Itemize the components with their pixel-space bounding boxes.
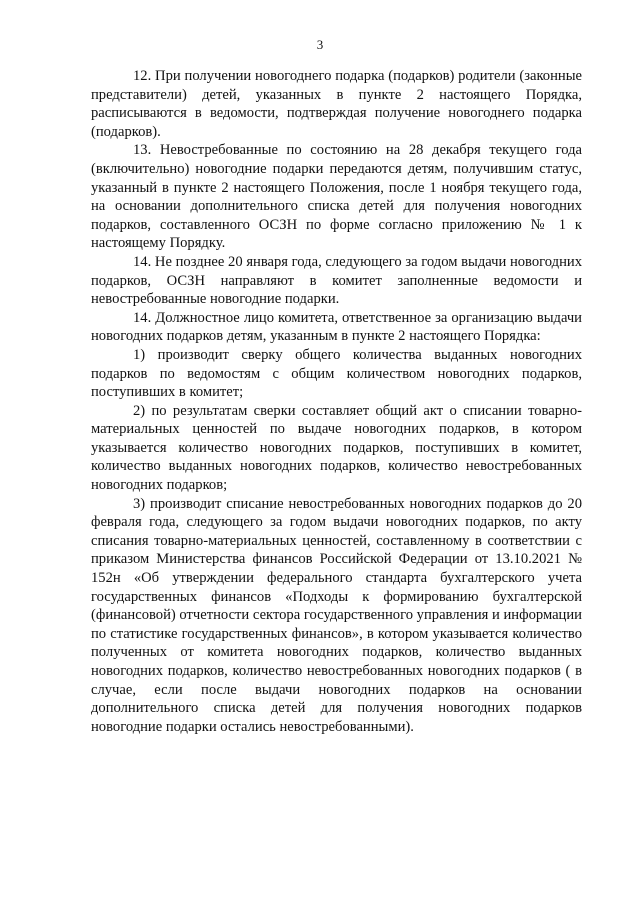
- list-item-2: 2) по результатам сверки составляет общий акт о списании товарно-материальных ценностей по выдаче новогодних подарков, в котором указывается количество новогодних подарков, поступивших в комитет, количество выданных новогодних подарков, количество невостребованных новогодних подарков;: [91, 402, 582, 494]
- paragraph-12: 12. При получении новогоднего подарка (подарков) родители (законные представители) детей, указанных в пункте 2 настоящего Порядка, расписываются в ведомости, подтверждая получение новогоднего подарка (подарков).: [91, 68, 582, 140]
- paragraph-14-deadline: 14. Не позднее 20 января года, следующего за годом выдачи новогодних подарков, ОСЗН направляют в комитет заполненные ведомости и невостребованные новогодние подарки.: [91, 253, 582, 308]
- paragraph-13: 13. Невостребованные по состоянию на 28 декабря текущего года (включительно) новогодние подарки передаются детям, получившим статус, указанный в пункте 2 настоящего Положения, после 1 ноября текущего года, на основании дополнительного списка детей для получения новогодних подарков, составленного ОСЗН по форме согласно приложению № 1 к настоящему Порядку.: [91, 142, 582, 252]
- list-item-3: 3) производит списание невостребованных новогодних подарков до 20 февраля года, следующего за годом выдачи новогодних подарков, по акту списания товарно-материальных ценностей, составленному в соответствии с приказом Министерства финансов Российской Федерации от 13.10.2021 № 152н «Об утверждении федерального стандарта бухгалтерского учета государственных финансов «Подходы к формированию бухгалтерской (финансовой) отчетности сектора государственного управления и информации по статистике государственных финансов», в котором указывается количество полученных от комитета новогодних подарков, количество выданных новогодних подарков, количество невостребованных новогодних подарков ( в случае, если после выдачи новогодних подарков на основании дополнительного списка детей для получения новогодних подарков новогодние подарки остались невостребованными).: [91, 495, 582, 735]
- list-item-1: 1) производит сверку общего количества выданных новогодних подарков по ведомостям с общим количеством новогодних подарков, поступивших в комитет;: [91, 346, 582, 401]
- document-body: [91, 67, 582, 736]
- paragraph-14-official: 14. Должностное лицо комитета, ответственное за организацию выдачи новогодних подарков детям, указанным в пункте 2 настоящего Порядка:: [91, 309, 582, 345]
- page-number: 3: [316, 37, 324, 52]
